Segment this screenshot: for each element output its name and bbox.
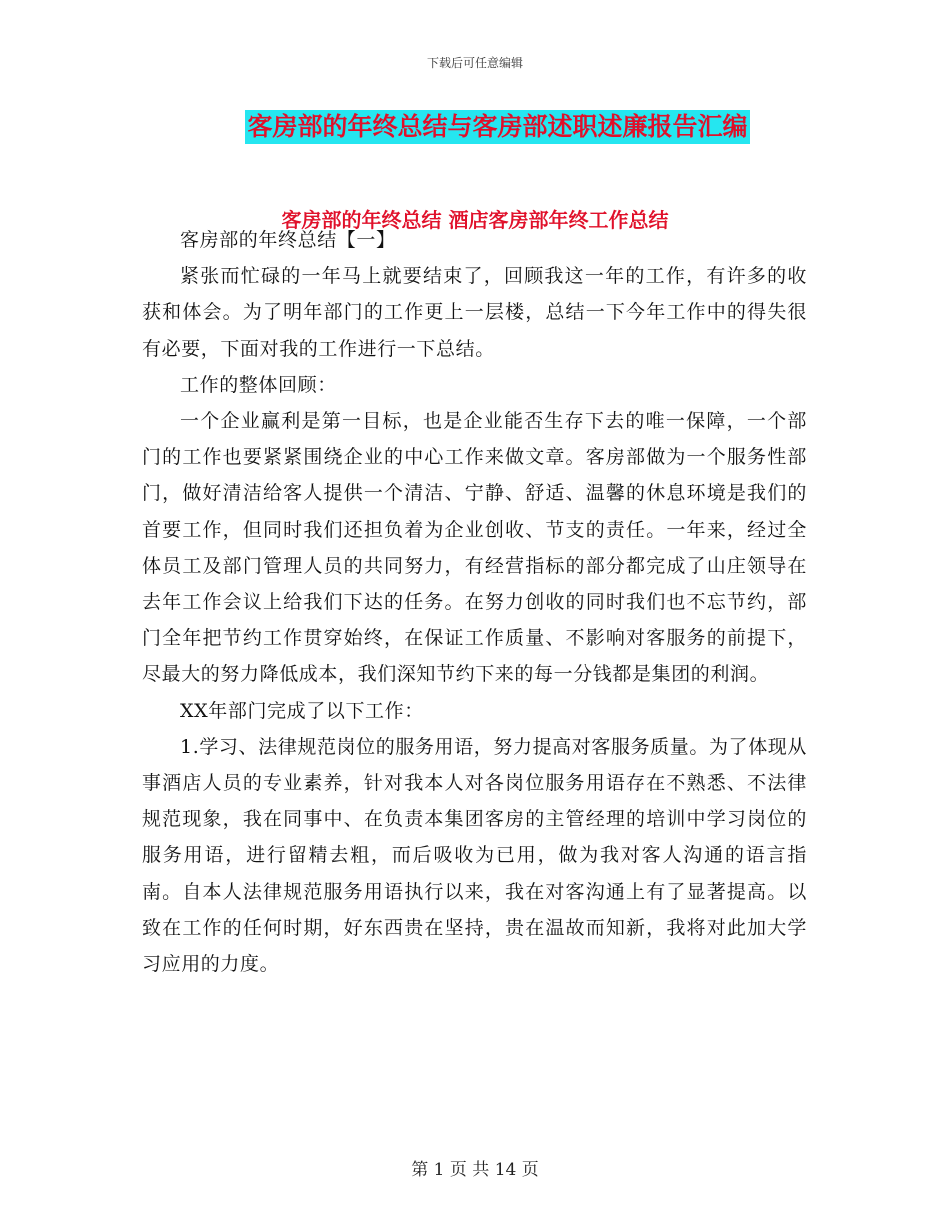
paragraph: 紧张而忙碌的一年马上就要结束了，回顾我这一年的工作，有许多的收获和体会。为了明年部门的工作更上一层楼，总结一下今年工作中的得失很有必要，下面对我的工作进行一下总结。 [142, 265, 807, 360]
header-note: 下载后可任意编辑 [426, 56, 523, 70]
sub-title: 客房部的年终总结 酒店客房部年终工作总结 [281, 208, 669, 232]
paragraph: 1.学习、法律规范岗位的服务用语，努力提高对客服务质量。为了体现从事酒店人员的专业素养，针对我本人对各岗位服务用语存在不熟悉、不法律规范现象，我在同事中、在负责本集团客房的主管经理的培训中学习岗位的服务用语，进行留精去粗，而后吸收为已用，做为我对客人沟通的语言指南。自本人法律规范服务用语执行以来，我在对客沟通上有了显著提高。以致在工作的任何时期，好东西贵在坚持，贵在温故而知新，我将对此加大学习应用的力度。 [142, 735, 807, 976]
page-footer: 第 1 页 共 14 页 [411, 1160, 539, 1180]
main-title-container [0, 110, 950, 144]
document-body [142, 222, 807, 982]
main-title: 客房部的年终总结与客房部述职述廉报告汇编 [245, 110, 749, 144]
section-heading: 工作的整体回顾： [180, 373, 337, 396]
paragraph: 一个企业赢利是第一目标，也是企业能否生存下去的唯一保障，一个部门的工作也要紧紧围绕企业的中心工作来做文章。客房部做为一个服务性部门，做好清洁给客人提供一个清洁、宁静、舒适、温馨的休息环境是我们的首要工作，但同时我们还担负着为企业创收、节支的责任。一年来，经过全体员工及部门管理人员的共同努力，有经营指标的部分都完成了山庄领导在去年工作会议上给我们下达的任务。在努力创收的同时我们也不忘节约，部门全年把节约工作贯穿始终，在保证工作质量、不影响对客服务的前提下，尽最大的努力降低成本，我们深知节约下来的每一分钱都是集团的利润。 [142, 410, 807, 686]
section-heading: 客房部的年终总结【一】 [180, 229, 396, 251]
section-heading: XX年部门完成了以下工作： [180, 699, 424, 722]
